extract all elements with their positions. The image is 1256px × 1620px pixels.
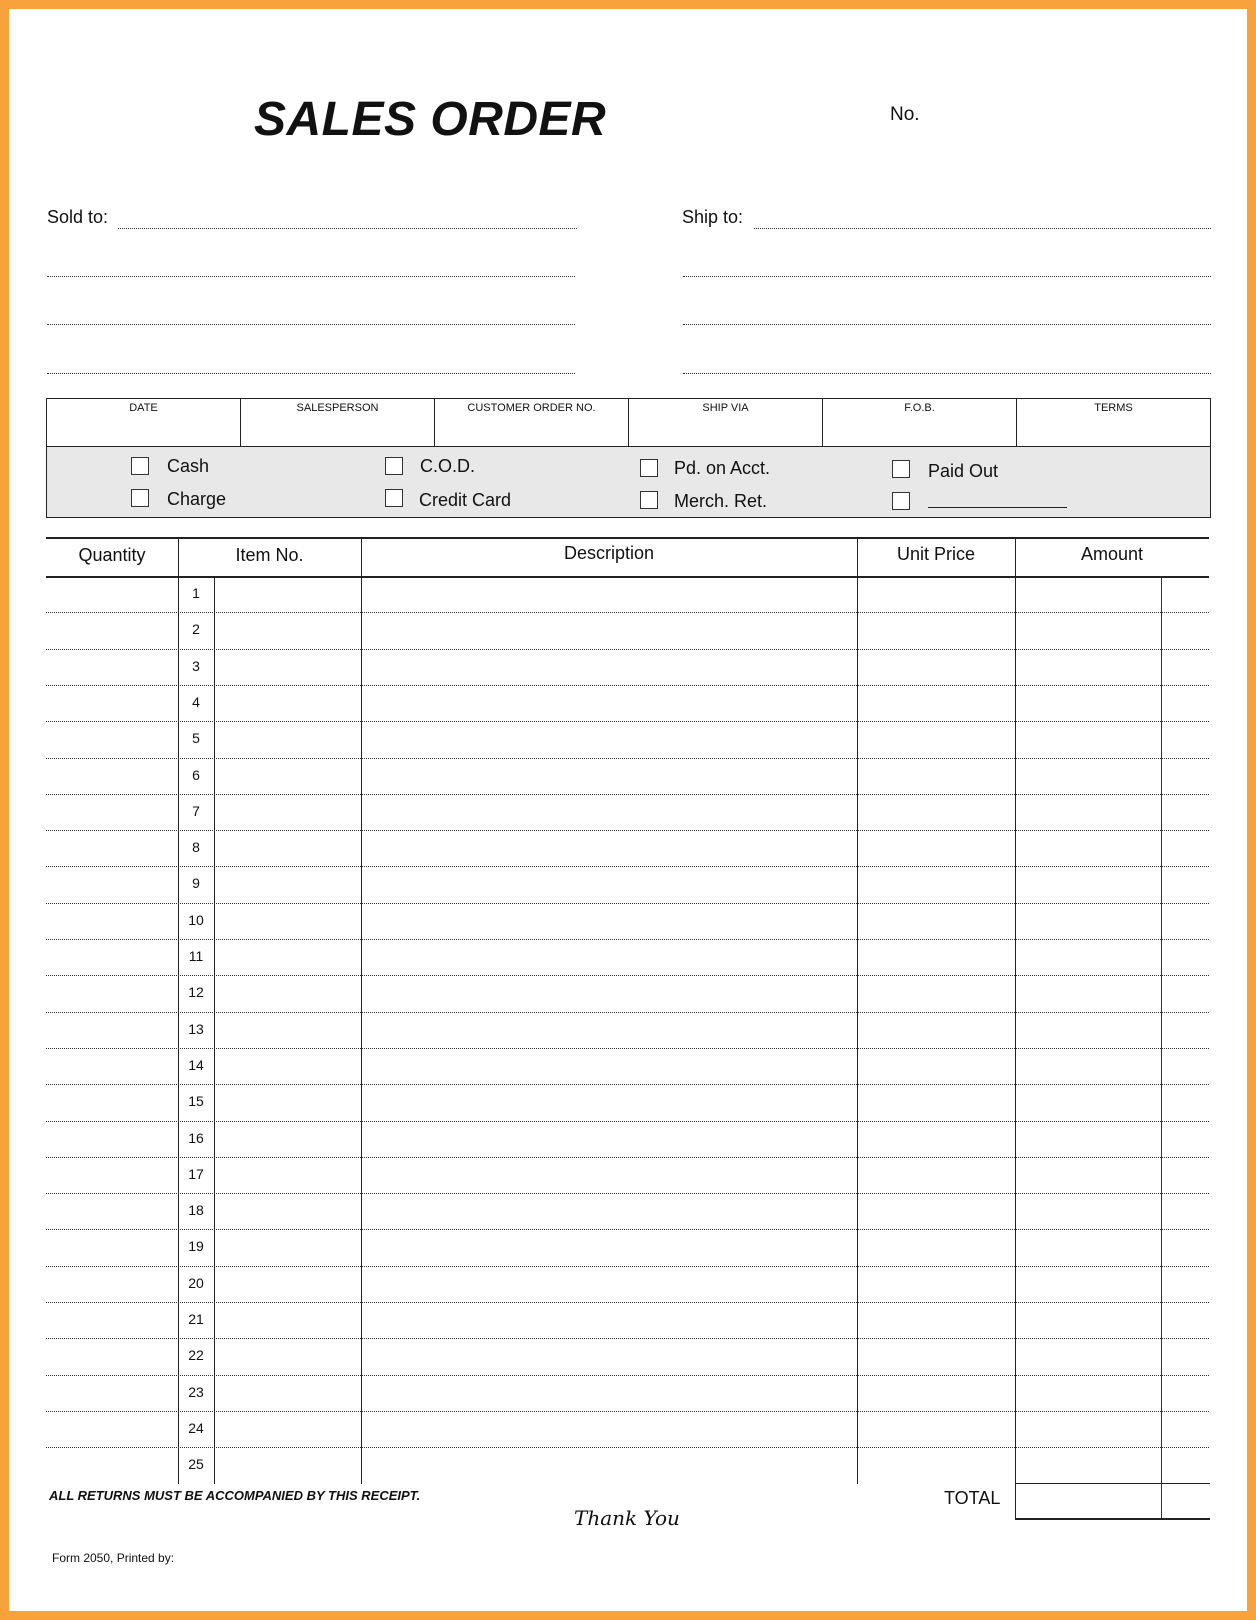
date-field[interactable]: DATE [47, 399, 241, 447]
pd-on-acct-checkbox[interactable] [640, 459, 658, 477]
thank-you-text: Thank You [574, 1506, 680, 1530]
row-number: 21 [188, 1311, 204, 1327]
col-divider-quantity-head [178, 537, 179, 576]
fob-field[interactable]: F.O.B. [823, 399, 1017, 447]
table-row[interactable] [46, 1012, 1209, 1048]
row-number: 14 [188, 1056, 204, 1073]
other-payment-checkbox[interactable] [892, 492, 910, 510]
sold-to-label: Sold to: [47, 207, 109, 227]
total-label: TOTAL [944, 1488, 1001, 1508]
row-number: 12 [188, 984, 204, 1001]
row-number: 20 [188, 1274, 204, 1291]
table-row[interactable] [46, 1447, 1209, 1483]
row-number: 7 [192, 802, 200, 819]
table-row[interactable] [46, 1193, 1209, 1229]
table-row[interactable] [46, 866, 1209, 902]
table-row[interactable] [46, 1375, 1209, 1411]
table-row[interactable] [46, 939, 1209, 975]
table-row[interactable] [46, 1266, 1209, 1302]
table-row[interactable] [46, 721, 1209, 757]
table-row[interactable] [46, 576, 1209, 612]
row-number: 1 [192, 585, 200, 601]
description-header: Description [563, 543, 655, 563]
ship-to-line-4[interactable] [683, 373, 1211, 374]
form-title: SALES ORDER [254, 93, 607, 146]
table-row[interactable] [46, 1338, 1209, 1374]
row-number: 4 [192, 693, 200, 710]
cod-label: C.O.D. [420, 456, 476, 476]
row-number: 19 [188, 1238, 204, 1255]
row-number: 17 [188, 1165, 204, 1182]
ship-to-line-1[interactable] [754, 228, 1211, 229]
amount-header: Amount [1080, 544, 1144, 564]
quantity-header: Quantity [78, 545, 146, 565]
order-number-label: No. [890, 104, 920, 125]
row-number: 2 [192, 621, 200, 638]
items-table-header [46, 537, 1209, 578]
table-row[interactable] [46, 1121, 1209, 1157]
row-number: 6 [192, 766, 200, 783]
table-row[interactable] [46, 975, 1209, 1011]
row-number: 9 [192, 875, 200, 892]
total-bottom-rule [1015, 1518, 1210, 1520]
charge-label: Charge [167, 489, 227, 509]
sold-to-line-4[interactable] [47, 373, 575, 374]
item-no-header: Item No. [235, 545, 304, 565]
sold-to-line-1[interactable] [118, 228, 577, 229]
paid-out-checkbox[interactable] [892, 460, 910, 478]
credit-card-label: Credit Card [419, 490, 512, 510]
row-number: 25 [188, 1456, 204, 1473]
table-row[interactable] [46, 1157, 1209, 1193]
ship-to-line-2[interactable] [683, 276, 1211, 277]
table-row[interactable] [46, 1302, 1209, 1338]
row-number: 11 [188, 948, 204, 964]
cash-label: Cash [167, 456, 210, 476]
merch-ret-label: Merch. Ret. [674, 491, 768, 511]
salesperson-field[interactable]: SALESPERSON [241, 399, 435, 447]
table-row[interactable] [46, 794, 1209, 830]
other-payment-blank[interactable] [928, 507, 1067, 508]
table-row[interactable] [46, 685, 1209, 721]
table-row[interactable] [46, 1048, 1209, 1084]
pd-on-acct-label: Pd. on Acct. [674, 458, 771, 478]
total-top-rule [1015, 1483, 1210, 1484]
total-amount-field[interactable] [1017, 1485, 1159, 1517]
form-printer-note: Form 2050, Printed by: [52, 1551, 175, 1565]
merch-ret-checkbox[interactable] [640, 491, 658, 509]
credit-card-checkbox[interactable] [385, 489, 403, 507]
row-number: 22 [188, 1347, 204, 1364]
sold-to-line-2[interactable] [47, 276, 575, 277]
payment-options [46, 446, 1211, 518]
charge-checkbox[interactable] [131, 489, 149, 507]
table-row[interactable] [46, 649, 1209, 685]
table-row[interactable] [46, 758, 1209, 794]
table-row[interactable] [46, 830, 1209, 866]
table-row[interactable] [46, 1084, 1209, 1120]
table-row[interactable] [46, 612, 1209, 648]
row-number: 10 [188, 911, 204, 928]
row-number: 8 [192, 839, 200, 856]
ship-to-line-3[interactable] [683, 324, 1211, 325]
row-number: 23 [188, 1383, 204, 1400]
terms-field[interactable]: TERMS [1094, 402, 1133, 414]
paid-out-label: Paid Out [928, 461, 999, 481]
row-number: 15 [188, 1093, 204, 1110]
table-row[interactable] [46, 1229, 1209, 1265]
customer-order-no-field[interactable]: CUSTOMER ORDER NO. [435, 399, 629, 447]
row-number: 13 [188, 1020, 204, 1037]
cod-checkbox[interactable] [385, 457, 403, 475]
row-number: 18 [188, 1202, 204, 1219]
row-number: 3 [192, 657, 200, 674]
returns-note: ALL RETURNS MUST BE ACCOMPANIED BY THIS RECEIPT. [49, 1488, 421, 1503]
order-info-fields [46, 398, 1211, 447]
table-row[interactable] [46, 903, 1209, 939]
row-number: 5 [192, 730, 200, 747]
ship-via-field[interactable]: SHIP VIA [629, 399, 823, 447]
table-row[interactable] [46, 1411, 1209, 1447]
row-number: 16 [188, 1129, 204, 1146]
unit-price-header: Unit Price [896, 544, 976, 564]
row-number: 24 [188, 1419, 204, 1436]
ship-to-label: Ship to: [682, 207, 744, 227]
sold-to-line-3[interactable] [47, 324, 575, 325]
cash-checkbox[interactable] [131, 457, 149, 475]
